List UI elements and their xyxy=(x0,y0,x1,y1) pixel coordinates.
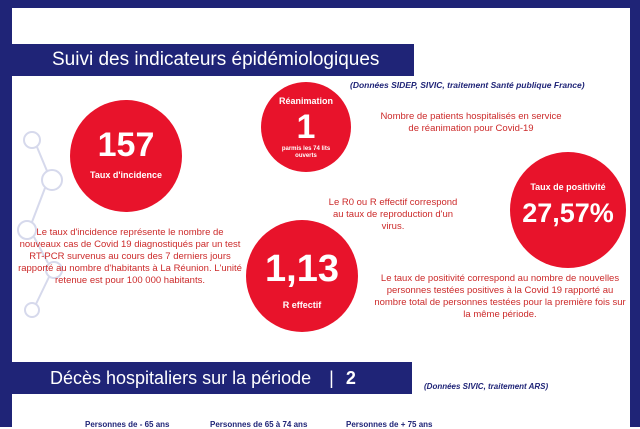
molecule-decoration xyxy=(12,120,72,320)
age-group-65-74: Personnes de 65 à 74 ans xyxy=(210,420,308,429)
deaths-source: (Données SIVIC, traitement ARS) xyxy=(424,382,549,391)
reanimation-description: Nombre de patients hospitalisés en service de réanimation pour Covid-19 xyxy=(380,111,562,134)
deaths-separator: | xyxy=(329,368,334,388)
incidence-description: Le taux d'incidence représente le nombre de nouveaux cas de Covid 19 diagnostiqués par un test RT-PCR survenus au cours des 7 derniers jours rapporté au nombre d'habitants à La Réunion. L'unité retenue est pour 100 000 habitants. xyxy=(18,227,242,286)
r0-description: Le R0 ou R effectif correspond au taux de reproduction d'un virus. xyxy=(328,197,458,232)
positivite-description: Le taux de positivité correspond au nombre de nouvelles personnes testées positives à la Covid 19 rapporté au nombre total de personnes testées pour la première fois sur la même période. xyxy=(374,273,626,320)
incidence-value: 157 xyxy=(97,126,155,164)
reanimation-circle xyxy=(261,82,351,172)
reanimation-note: parmis les 74 lits ouverts xyxy=(281,146,331,160)
deaths-count: 2 xyxy=(345,368,356,388)
positivite-circle xyxy=(510,152,626,268)
frame-top xyxy=(0,0,640,8)
age-group-under-65: Personnes de - 65 ans xyxy=(85,420,170,429)
frame-left xyxy=(0,0,12,427)
positivite-value: 27,57% xyxy=(522,198,614,228)
r-effectif-label: R effectif xyxy=(282,300,322,310)
r-effectif-circle xyxy=(246,220,358,332)
frame-right xyxy=(630,0,640,427)
incidence-label: Taux d'incidence xyxy=(90,170,162,180)
deaths-section-title xyxy=(12,362,412,394)
reanimation-value: 1 xyxy=(296,108,316,146)
data-source: (Données SIDEP, SIVIC, traitement Santé publique France) xyxy=(350,80,585,90)
deaths-title: Décès hospitaliers sur la période xyxy=(50,368,312,388)
age-group-over-75: Personnes de + 75 ans xyxy=(346,420,433,429)
reanimation-title: Réanimation xyxy=(278,96,333,106)
positivite-title: Taux de positivité xyxy=(530,182,606,192)
r-effectif-value: 1,13 xyxy=(265,248,339,290)
incidence-circle xyxy=(70,100,182,212)
page-title: Suivi des indicateurs épidémiologiques xyxy=(12,44,414,76)
